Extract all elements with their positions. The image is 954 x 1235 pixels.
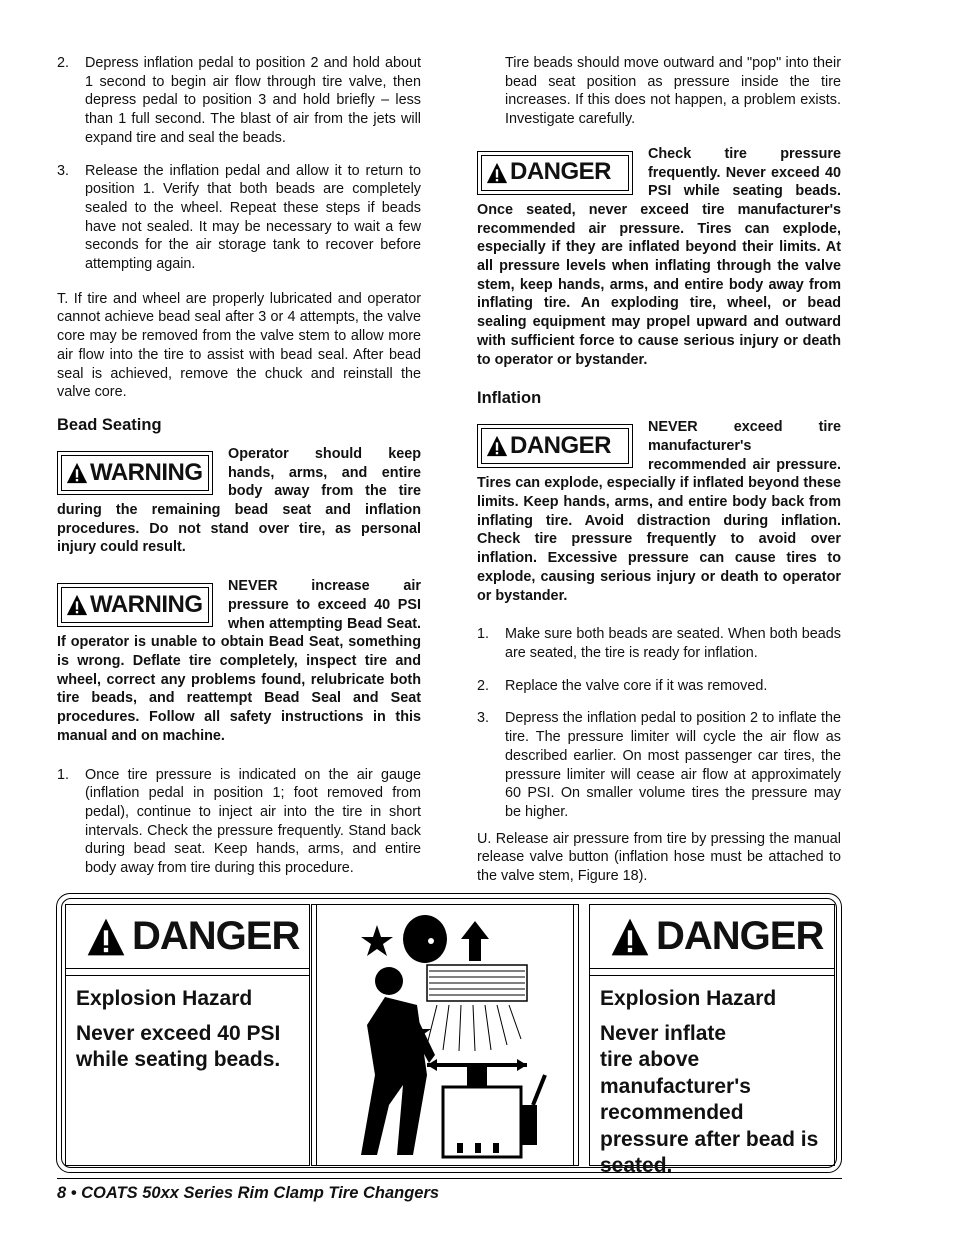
page-footer: 8 • COATS 50xx Series Rim Clamp Tire Changers [57,1184,440,1202]
inflation-steps [477,625,841,821]
danger-badge: DANGER [477,151,633,195]
danger-callout-1: DANGER Check tire pressure frequently. Never exceed 40 PSI while seating beads. Once seated, never exceed tire manufacturer's recommended air pressure. Tires can explode, especially if they are inflated beyond their limits. At all pressure levels when inflating through the valve stem, keep hands, arms, and entire body away from inflating tire. An exploding tire, wheel, or bead sealing equipment may propel upward and outward with sufficient force to cause serious injury or death to operator or bystander. [477,145,841,368]
danger-callout-2: DANGER NEVER exceed tire manufacturer's recommended air pressure. Tires can explode, especially if inflated beyond these limits. Keep hands, arms, and entire body back from inflating tire. Avoid distraction during inflation. Check tire pressure frequently to avoid over inflation. Excessive pressure can cause tires to explode, causing serious injury or death to operator or bystander. [477,419,841,604]
bead-seal-steps [57,54,421,274]
section-heading-inflation: Inflation [477,389,542,408]
warning-triangle-icon [66,594,88,616]
right-column [477,54,841,900]
warning-badge: WARNING [57,451,213,495]
warning-callout-1: WARNING Operator should keep hands, arms, and entire body away from the tire during the remaining bead seat and inflation procedures. Do not stand over tire, as personal injury could result. [57,445,421,556]
list-item: 2. Replace the valve core if it was removed. [477,677,768,694]
section-heading-bead-seating: Bead Seating [57,415,162,434]
list-item: 3. Release the inflation pedal and allow it to return to position 1. Verify that both beads are completely sealed to the wheel. Repeat these steps if beads have not sealed. It may be necessary to wait a few seconds for the air storage tank to recover before attempting again. [57,162,421,273]
decal-illustration-panel [311,904,579,1166]
list-item: 1. Once tire pressure is indicated on the air gauge (inflation pedal in position 1; foot removed from pedal), continue to inject air into the tire in short intervals. Check the pressure frequently. Stand back during bead seat. Keep hands, arms, and entire body away from tire during this procedure. [57,766,421,877]
footer-rule [57,1178,842,1179]
warning-triangle-icon [486,435,508,457]
explosion-figure-illustration [317,905,567,1165]
warning-triangle-icon [66,462,88,484]
paragraph-u: U. Release air pressure from tire by pressing the manual release valve button (inflation hose must be attached to the valve stem, Figure 18). [477,830,841,885]
warning-badge: WARNING [57,583,213,627]
continued-paragraph: Tire beads should move outward and "pop" into their bead seat position as pressure inside the tire increases. If this does not happen, a problem exists. Investigate carefully. [505,55,841,128]
list-item: 2. Depress inflation pedal to position 2 and hold about 1 second to begin air flow through tire valve, then depress pedal to position 3 and hold briefly – less than 1 full second. The blast of air from the jets will expand tire and seal the beads. [57,55,421,146]
paragraph-t: T. If tire and wheel are properly lubricated and operator cannot achieve bead seal after 3 or 4 attempts, the valve core may be removed from the valve stem to allow more air flow into the tire to assist with bead seal. After bead seal is achieved, remove the chuck and reinstall the valve core. [57,290,421,401]
warning-callout-2: WARNING NEVER increase air pressure to exceed 40 PSI when attempting Bead Seat. If operator is unable to obtain Bead Seat, something is wrong. Deflate tire completely, inspect tire and wheel, correct any problems found, relubricate both tire beads, and reattempt Bead Seal and Seat procedures. Follow all safety instructions in this manual and on machine. [57,578,421,744]
danger-badge: DANGER [477,424,633,468]
warning-triangle-icon [610,917,650,957]
warning-triangle-icon [86,917,126,957]
list-item: 1. Make sure both beads are seated. When both beads are seated, the tire is ready for inflation. [477,626,841,661]
warning-triangle-icon [486,162,508,184]
left-column [57,54,421,892]
decal-right-panel: DANGER Explosion Hazard Never inflate tire above manufacturer's recommended pressure after bead is seated. [589,904,835,1166]
bead-seat-steps [57,766,421,878]
list-item: 3. Depress the inflation pedal to position 2 to inflate the tire. The pressure limiter will cycle the air flow as described earlier. On most passenger car tires, the pressure limiter will cease air flow at approximately 60 PSI. On smaller volume tires the pressure may be higher. [477,710,841,820]
danger-decal [56,893,842,1177]
decal-left-panel: DANGER Explosion Hazard Never exceed 40 PSI while seating beads. [65,904,310,1166]
